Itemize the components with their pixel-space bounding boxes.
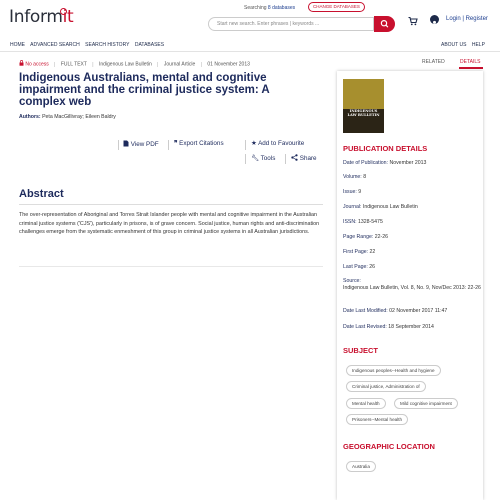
detail-value: 9 bbox=[358, 189, 362, 195]
top-bar bbox=[0, 0, 500, 38]
nav-about-us[interactable]: ABOUT US bbox=[441, 42, 467, 48]
publication-details-heading: PUBLICATION DETAILS bbox=[343, 144, 428, 153]
user-avatar-icon[interactable] bbox=[430, 15, 439, 24]
geo-chip[interactable]: Australia bbox=[346, 461, 376, 472]
details-panel bbox=[337, 71, 483, 500]
detail-label: Journal: bbox=[343, 204, 362, 210]
detail-date-last-revised bbox=[343, 324, 483, 331]
nav-right bbox=[441, 42, 489, 48]
detail-date-last-modified bbox=[343, 308, 483, 315]
detail-label: Date Last Revised: bbox=[343, 324, 387, 330]
logo-text-post: it bbox=[62, 7, 74, 27]
tab-related[interactable]: RELATED bbox=[422, 59, 445, 65]
subject-chip[interactable]: Indigenous peoples--Health and hygiene bbox=[346, 365, 441, 376]
detail-value: 22-26 bbox=[374, 234, 389, 240]
authors-list[interactable]: Peta MacGillivray; Eileen Baldry bbox=[42, 114, 116, 120]
searching-indicator bbox=[244, 5, 295, 11]
export-citations-button[interactable] bbox=[174, 140, 224, 147]
detail-source bbox=[343, 278, 483, 292]
detail-value: Indigenous Law Bulletin, Vol. 8, No. 9, Nov/Dec 2013: 22-26 bbox=[343, 285, 481, 291]
meta-divider: | bbox=[157, 61, 159, 68]
cart-icon[interactable] bbox=[408, 16, 418, 26]
user-icon bbox=[430, 19, 439, 28]
action-divider bbox=[245, 140, 246, 150]
detail-label: First Page: bbox=[343, 249, 369, 255]
cover-title: INDIGENOUS LAW BULLETIN bbox=[347, 109, 380, 117]
publication-date: 01 November 2013 bbox=[207, 61, 250, 68]
add-favourite-button[interactable] bbox=[251, 140, 304, 147]
view-pdf-button[interactable] bbox=[123, 140, 159, 148]
nav-advanced-search[interactable]: ADVANCED SEARCH bbox=[30, 42, 80, 48]
detail-volume bbox=[343, 174, 483, 181]
action-divider bbox=[245, 154, 246, 164]
article-type: Journal Article bbox=[163, 61, 196, 68]
abstract-bottom-divider bbox=[19, 266, 323, 267]
subject-chip[interactable]: Criminal justice, Administration of bbox=[346, 381, 426, 392]
detail-label: ISSN: bbox=[343, 219, 357, 225]
lock-icon bbox=[19, 60, 24, 66]
article-title: Indigenous Australians, mental and cognitive impairment and the criminal justice system: A complex web bbox=[19, 72, 270, 108]
search-icon bbox=[374, 16, 395, 32]
view-pdf-label: View PDF bbox=[130, 141, 159, 148]
cover-photo bbox=[343, 79, 384, 109]
detail-journal bbox=[343, 204, 483, 211]
detail-value: 8 bbox=[363, 174, 367, 180]
quote-icon: ❞ bbox=[174, 140, 178, 147]
meta-divider: | bbox=[92, 61, 94, 68]
searching-label: Searching bbox=[244, 5, 267, 11]
nav-help[interactable]: HELP bbox=[471, 42, 485, 48]
article-meta bbox=[19, 60, 250, 68]
search-input[interactable]: Start new search. Enter phrases | keywords ... bbox=[208, 17, 374, 31]
detail-label: Last Page: bbox=[343, 264, 368, 270]
abstract-text: The over-representation of Aboriginal and Torres Strait Islander people with mental and cognitive impairment in the Australian criminal justice systems ('CJS'), particularly in prisons, is of grave concern. Social justice, human rights and anti-discrimination challenges emerge from the systematic enmeshment of this group in criminal justice systems in all Australian jurisdictions. bbox=[19, 212, 320, 235]
detail-value: 1328-5475 bbox=[358, 219, 383, 225]
meta-divider: | bbox=[54, 61, 56, 68]
detail-value: 22 bbox=[369, 249, 376, 255]
detail-last-page bbox=[343, 264, 483, 271]
abstract-divider bbox=[19, 204, 323, 205]
detail-label: Volume: bbox=[343, 174, 362, 180]
main-nav bbox=[0, 41, 500, 52]
detail-value: November 2013 bbox=[389, 160, 427, 166]
logo-text-pre: Inform bbox=[9, 7, 63, 27]
abstract-heading: Abstract bbox=[19, 188, 64, 200]
geographic-location-heading: GEOGRAPHIC LOCATION bbox=[343, 442, 435, 451]
detail-issue bbox=[343, 189, 483, 196]
detail-label: Source: bbox=[343, 278, 361, 284]
meta-divider: | bbox=[200, 61, 202, 68]
detail-first-page bbox=[343, 249, 483, 256]
wrench-icon: 🔧︎ bbox=[251, 155, 259, 162]
action-divider bbox=[118, 140, 119, 150]
nav-left bbox=[10, 42, 168, 48]
subject-chip[interactable]: Mild cognitive impairment bbox=[394, 398, 458, 409]
active-tab-indicator bbox=[459, 67, 483, 69]
tools-label: Tools bbox=[260, 155, 276, 162]
detail-label: Issue: bbox=[343, 189, 357, 195]
share-label: Share bbox=[299, 155, 317, 162]
nav-search-history[interactable]: SEARCH HISTORY bbox=[85, 42, 130, 48]
full-text-label: FULL TEXT bbox=[60, 61, 87, 68]
change-databases-button[interactable]: CHANGE DATABASES bbox=[308, 2, 365, 12]
detail-value: 26 bbox=[369, 264, 376, 270]
detail-label: Date of Publication: bbox=[343, 160, 388, 166]
tools-button[interactable] bbox=[251, 154, 275, 162]
authors-label: Authors: bbox=[19, 114, 41, 120]
nav-home[interactable]: HOME bbox=[10, 42, 25, 48]
detail-label: Date Last Modified: bbox=[343, 308, 388, 314]
search-button[interactable] bbox=[374, 16, 395, 32]
pdf-icon bbox=[123, 140, 129, 147]
authors bbox=[19, 114, 116, 120]
action-divider bbox=[285, 154, 286, 164]
star-icon: ★ bbox=[251, 140, 257, 147]
journal-cover-image bbox=[343, 79, 384, 133]
tab-details[interactable]: DETAILS bbox=[460, 59, 481, 65]
share-button[interactable] bbox=[291, 154, 317, 162]
share-icon bbox=[291, 154, 298, 161]
export-citations-label: Export Citations bbox=[179, 140, 224, 147]
subject-heading: SUBJECT bbox=[343, 346, 379, 355]
detail-value: 18 September 2014 bbox=[388, 324, 434, 330]
detail-label: Page Range: bbox=[343, 234, 374, 240]
subject-chip[interactable]: Prisoners--Mental health bbox=[346, 414, 408, 425]
logo-dot-icon bbox=[60, 8, 67, 15]
access-status: No access bbox=[25, 61, 49, 68]
detail-issn bbox=[343, 219, 483, 226]
detail-value: 02 November 2017 11:47 bbox=[389, 308, 448, 314]
detail-value[interactable]: Indigenous Law Bulletin bbox=[362, 204, 418, 210]
detail-page-range bbox=[343, 234, 483, 241]
add-favourite-label: Add to Favourite bbox=[258, 140, 305, 147]
action-divider bbox=[168, 140, 169, 150]
login-register-link[interactable]: Login | Register bbox=[446, 16, 488, 22]
nav-databases[interactable]: DATABASES bbox=[134, 42, 165, 48]
detail-date-of-publication bbox=[343, 160, 483, 167]
databases-count[interactable]: 8 databases bbox=[267, 5, 296, 11]
subject-chip[interactable]: Mental health bbox=[346, 398, 386, 409]
journal-link[interactable]: Indigenous Law Bulletin bbox=[98, 61, 152, 68]
